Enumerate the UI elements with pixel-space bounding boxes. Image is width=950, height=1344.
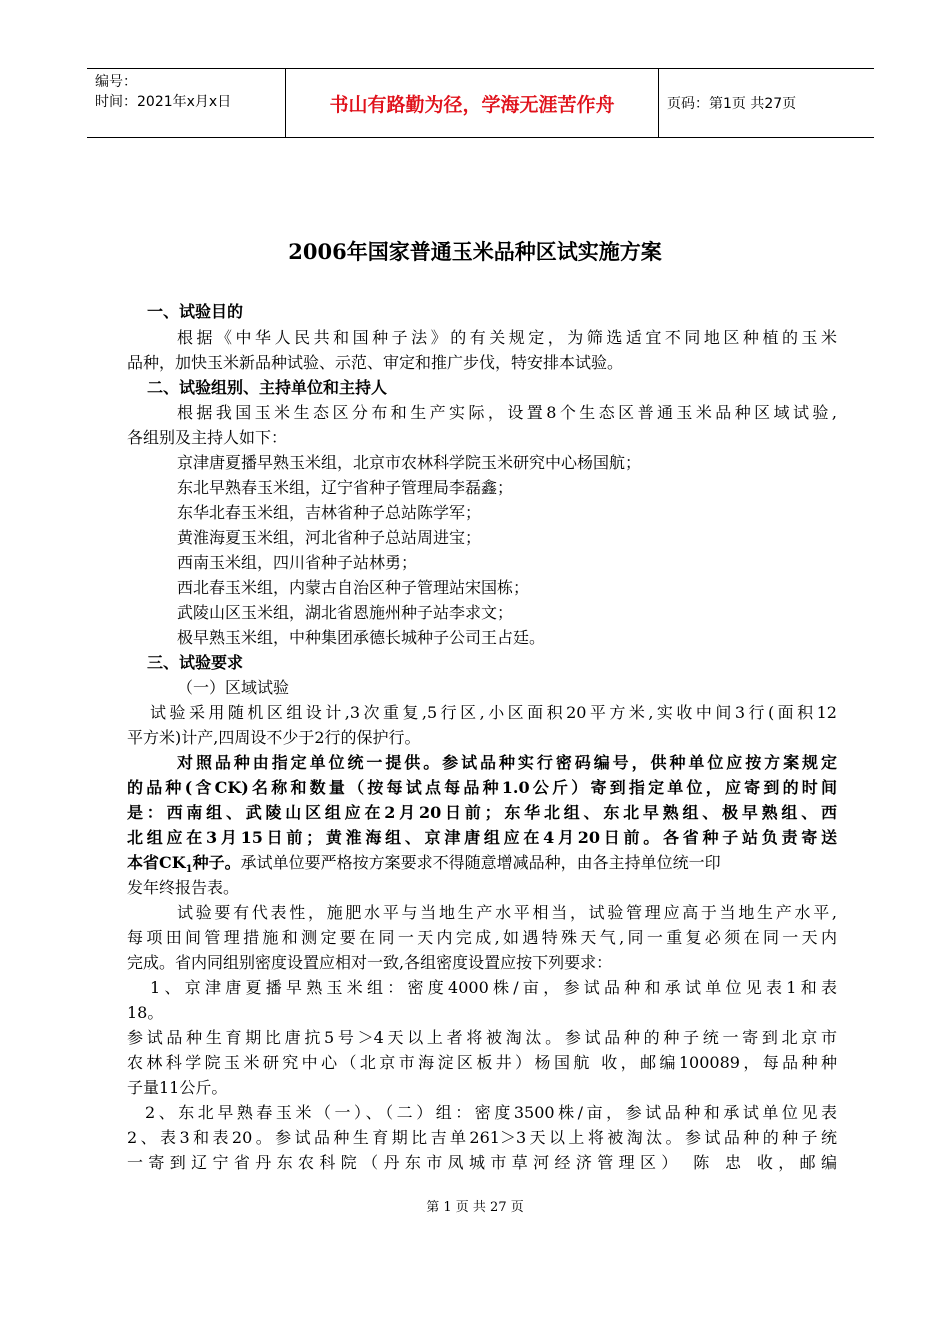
paragraph-line: 各组别及主持人如下：: [127, 428, 288, 447]
section-heading-3: 三、试验要求: [147, 653, 244, 672]
subscript-text: 1: [185, 864, 193, 876]
group-item: 京津唐夏播早熟玉米组，北京市农林科学院玉米研究中心杨国航；: [177, 453, 642, 472]
number-label: 编号：: [95, 74, 137, 90]
paragraph-line: 完成。省内同组别密度设置应相对一致,各组密度设置应按下列要求：: [127, 953, 613, 972]
subsection-heading: （一）区域试验: [177, 678, 290, 697]
group-item: 西南玉米组，四川省种子站林勇；: [177, 553, 418, 572]
page-footer: 第 1 页 共 27 页: [426, 1200, 524, 1215]
section-heading-2: 二、试验组别、主持单位和主持人: [147, 378, 388, 397]
bold-paragraph-line: 是：西南组、武陵山区组应在2月20日前；东华北组、东北早熟组、极早熟组、西: [127, 803, 837, 822]
paragraph-line: 农林科学院玉米研究中心（北京市海淀区板井）杨国航 收，邮编100089，每品种种: [127, 1053, 837, 1072]
bold-text: 种子。: [192, 853, 241, 872]
paragraph-line: 平方米)计产,四周设不少于2行的保护行。: [127, 728, 421, 747]
section-heading-1: 一、试验目的: [147, 302, 244, 321]
header-motto-cell: [285, 69, 659, 137]
bold-paragraph-line: 北组应在3月15日前；黄淮海组、京津唐组应在4月20日前。各省种子站负责寄送: [127, 828, 837, 847]
paragraph-line: 2、表3和表20。参试品种生育期比吉单261＞3天以上将被淘汰。参试品种的种子统: [127, 1128, 837, 1147]
bold-paragraph-line: 的品种(含CK)名称和数量（按每试点每品种1.0公斤）寄到指定单位，应寄到的时间: [127, 778, 837, 797]
paragraph-line: 1、京津唐夏播早熟玉米组：密度4000株/亩，参试品种和承试单位见表1和表: [150, 978, 837, 997]
page-info: 页码：第1页 共27页: [667, 96, 797, 112]
time-label: 时间：2021年x月x日: [95, 94, 232, 110]
paragraph-line: 根据我国玉米生态区分布和生产实际，设置8个生态区普通玉米品种区域试验,: [177, 403, 837, 422]
paragraph-line: 品种，加快玉米新品种试验、示范、审定和推广步伐，特安排本试验。: [127, 353, 624, 372]
motto-text: 书山有路勤为径，学海无涯苦作舟: [329, 93, 615, 116]
paragraph-line: 参试品种生育期比唐抗5号＞4天以上者将被淘汰。参试品种的种子统一寄到北京市: [127, 1028, 837, 1047]
paragraph-line: 一寄到辽宁省丹东农科院（丹东市凤城市草河经济管理区） 陈 忠 收，邮编: [127, 1153, 837, 1172]
paragraph-line: 试验要有代表性，施肥水平与当地生产水平相当，试验管理应高于当地生产水平,: [177, 903, 837, 922]
normal-text: 承试单位要严格按方案要求不得随意增减品种，由各主持单位统一印: [240, 853, 721, 872]
paragraph-line: 每项田间管理措施和测定要在同一天内完成,如遇特殊天气,同一重复必须在同一天内: [127, 928, 837, 947]
paragraph-line: 试验采用随机区组设计,3次重复,5行区,小区面积20平方米,实收中间3行(面积12: [150, 703, 837, 722]
header-table: [87, 68, 874, 138]
header-left-cell: [87, 69, 285, 137]
bold-text: 本省CK: [127, 853, 186, 872]
group-item: 东华北春玉米组，吉林省种子总站陈学军；: [177, 503, 482, 522]
paragraph-line: 根据《中华人民共和国种子法》的有关规定，为筛选适宜不同地区种植的玉米: [177, 328, 837, 347]
paragraph-line: 2、东北早熟春玉米（一）、（二）组：密度3500株/亩，参试品种和承试单位见表: [145, 1103, 837, 1122]
group-item: 极早熟玉米组，中种集团承德长城种子公司王占廷。: [177, 628, 546, 647]
group-item: 东北早熟春玉米组，辽宁省种子管理局李磊鑫；: [177, 478, 514, 497]
group-item: 武陵山区玉米组，湖北省恩施州种子站李求文；: [177, 603, 514, 622]
paragraph-line: 子量11公斤。: [127, 1078, 228, 1097]
group-item: 黄淮海夏玉米组，河北省种子总站周进宝；: [177, 528, 482, 547]
group-item: 西北春玉米组，内蒙古自治区种子管理站宋国栋；: [177, 578, 530, 597]
document-title: 2006年国家普通玉米品种区试实施方案: [288, 239, 662, 264]
bold-paragraph-line: 对照品种由指定单位统一提供。参试品种实行密码编号，供种单位应按方案规定: [177, 753, 837, 772]
header-page-cell: [659, 69, 874, 137]
paragraph-line: 发年终报告表。: [127, 878, 240, 897]
paragraph-line: 18。: [127, 1003, 164, 1022]
